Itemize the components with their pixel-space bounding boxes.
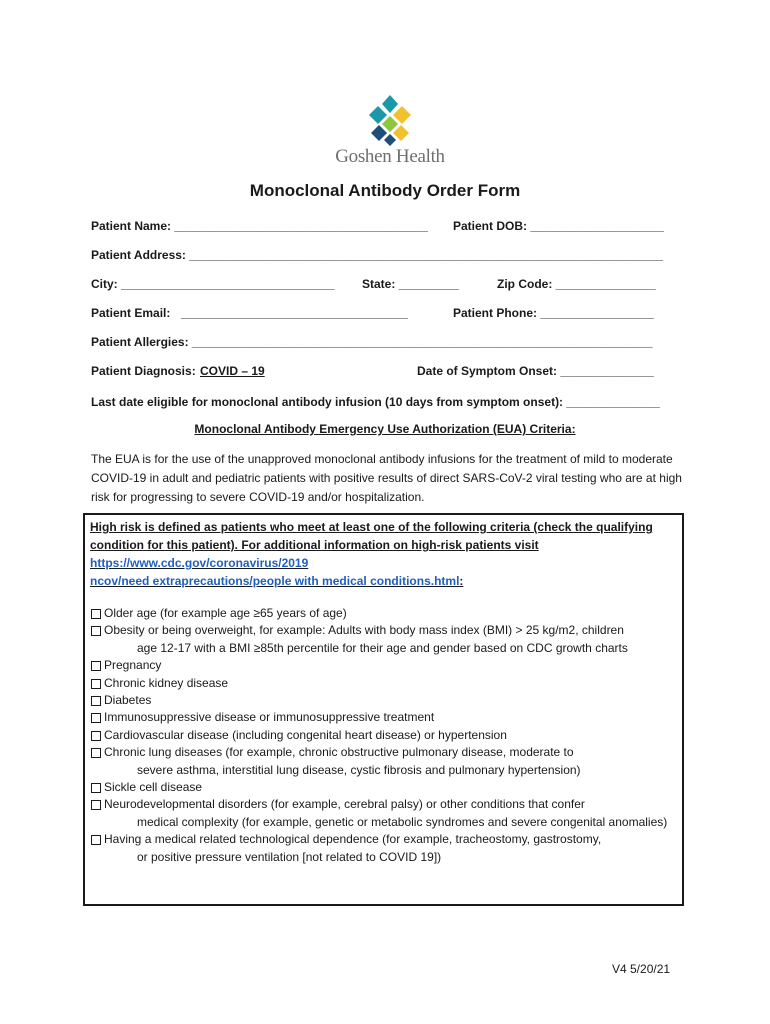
- patient-email-field[interactable]: __________________________________: [181, 306, 408, 320]
- patient-allergies-field[interactable]: Patient Allergies: _____________________________________________________________________: [91, 335, 653, 349]
- patient-name-field[interactable]: Patient Name: ______________________________________: [91, 219, 428, 233]
- criteria-item: [90, 675, 680, 692]
- criteria-item: [90, 622, 680, 657]
- checkbox[interactable]: [91, 661, 101, 671]
- checkbox[interactable]: [91, 626, 101, 636]
- goshen-health-logo-icon: [365, 95, 415, 147]
- criteria-text: Sickle cell disease: [104, 780, 203, 795]
- criteria-text: Obesity or being overweight, for example: Adults with body mass index (BMI) > 25 kg/m2, children: [104, 623, 624, 638]
- criteria-text: Neurodevelopmental disorders (for example, cerebral palsy) or other conditions that confer: [104, 797, 585, 812]
- cdc-link-line-2[interactable]: ncov/need extraprecautions/people with medical conditions.html: [90, 574, 460, 588]
- patient-diagnosis-label: Patient Diagnosis:: [91, 364, 196, 378]
- checkbox[interactable]: [91, 783, 101, 793]
- criteria-text: Older age (for example age ≥65 years of age): [104, 606, 347, 620]
- eua-intro-text: The EUA is for the use of the unapproved monoclonal antibody infusions for the treatment of mild to moderate COVID-19 in adult and pediatric patients with positive results of direct SARS-CoV-2 viral testing who are at high risk for progressing to severe COVID-19 and/or hospitalization.: [91, 452, 682, 504]
- criteria-text-cont: medical complexity (for example, genetic or metabolic syndromes and severe congenital anomalies): [137, 814, 668, 829]
- city-field[interactable]: City: ________________________________: [91, 277, 335, 291]
- patient-phone-field[interactable]: Patient Phone: _________________: [453, 306, 654, 320]
- symptom-onset-field[interactable]: Date of Symptom Onset: ______________: [417, 364, 654, 378]
- criteria-text-cont: severe asthma, interstitial lung disease, cystic fibrosis and pulmonary hypertension): [137, 762, 581, 777]
- criteria-text: Chronic lung diseases (for example, chronic obstructive pulmonary disease, moderate to: [104, 745, 574, 760]
- criteria-item: [90, 831, 680, 866]
- criteria-item: [90, 605, 680, 622]
- link-suffix: :: [459, 574, 464, 588]
- criteria-text: Cardiovascular disease (including congenital heart disease) or hypertension: [104, 727, 507, 742]
- criteria-text-cont: or positive pressure ventilation [not related to COVID 19]): [137, 849, 442, 864]
- checkbox[interactable]: [91, 731, 101, 741]
- cdc-link-line-1[interactable]: https://www.cdc.gov/coronavirus/2019: [90, 556, 309, 570]
- criteria-item: [90, 657, 680, 674]
- high-risk-heading-text: High risk is defined as patients who meet at least one of the following criteria (check the qualifying condition for this patient). For additional information on high-risk patients visit: [90, 520, 653, 552]
- checkbox[interactable]: [91, 609, 101, 619]
- criteria-text: Chronic kidney disease: [104, 675, 229, 690]
- criteria-item: [90, 709, 680, 726]
- criteria-text-cont: age 12-17 with a BMI ≥85th percentile for their age and gender based on CDC growth charts: [137, 640, 628, 655]
- checkbox[interactable]: [91, 835, 101, 845]
- patient-dob-field[interactable]: Patient DOB: ____________________: [453, 219, 664, 233]
- criteria-text: Pregnancy: [104, 658, 162, 673]
- checkbox[interactable]: [91, 713, 101, 723]
- checkbox[interactable]: [91, 800, 101, 810]
- zip-code-field[interactable]: Zip Code: _______________: [497, 277, 656, 291]
- patient-diagnosis-value: COVID – 19: [200, 364, 265, 378]
- criteria-text: Having a medical related technological dependence (for example, tracheostomy, gastrostomy,: [104, 832, 602, 847]
- form-title: Monoclonal Antibody Order Form: [249, 181, 521, 200]
- high-risk-heading: [90, 518, 680, 590]
- criteria-text: Immunosuppressive disease or immunosuppressive treatment: [104, 710, 435, 725]
- criteria-item: [90, 692, 680, 709]
- criteria-checklist: [90, 605, 680, 866]
- criteria-item: [90, 727, 680, 744]
- criteria-text: Diabetes: [104, 693, 152, 708]
- criteria-item: [90, 744, 680, 779]
- last-eligible-date-field[interactable]: Last date eligible for monoclonal antibody infusion (10 days from symptom onset): ______________: [91, 395, 660, 409]
- brand-name: Goshen Health: [335, 146, 445, 167]
- state-field[interactable]: State: _________: [362, 277, 459, 291]
- cdc-link[interactable]: [90, 556, 459, 588]
- eua-criteria-heading: Monoclonal Antibody Emergency Use Authorization (EUA) Criteria:: [194, 422, 576, 436]
- version-label: V4 5/20/21: [612, 962, 671, 976]
- patient-email-label: Patient Email:: [91, 306, 171, 320]
- patient-address-field[interactable]: Patient Address: _______________________________________________________________________: [91, 248, 664, 262]
- criteria-item: [90, 779, 680, 796]
- checkbox[interactable]: [91, 679, 101, 689]
- criteria-item: [90, 796, 680, 831]
- checkbox[interactable]: [91, 696, 101, 706]
- checkbox[interactable]: [91, 748, 101, 758]
